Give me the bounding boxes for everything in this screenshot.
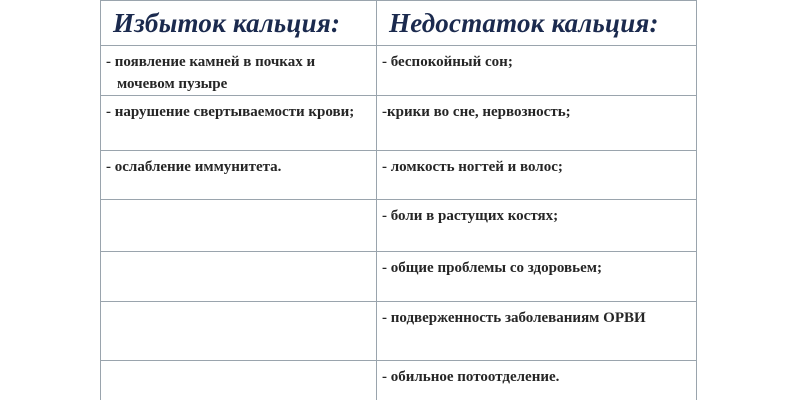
table-row — [101, 361, 697, 400]
calcium-table — [100, 0, 697, 400]
cell-text — [101, 252, 376, 257]
deficiency-cell — [377, 302, 697, 361]
excess-cell — [101, 46, 377, 96]
cell-text — [101, 361, 376, 366]
excess-cell — [101, 302, 377, 361]
cell-text: - обильное потоотделение. — [382, 369, 560, 385]
cell-text — [101, 302, 376, 307]
cell-text: - подверженность заболеваниям ОРВИ — [382, 310, 646, 326]
excess-cell — [101, 200, 377, 252]
deficiency-cell — [377, 96, 697, 151]
cell-text: -крики во сне, нервозность; — [382, 104, 571, 120]
excess-cell — [101, 361, 377, 400]
deficiency-cell — [377, 151, 697, 200]
deficiency-cell — [377, 252, 697, 302]
table-row — [101, 200, 697, 252]
table-row — [101, 46, 697, 96]
cell-text: - нарушение свертываемости крови; — [106, 104, 355, 120]
cell-text: - ломкость ногтей и волос; — [382, 159, 563, 175]
table-row — [101, 151, 697, 200]
excess-cell — [101, 252, 377, 302]
table-row — [101, 302, 697, 361]
table-row — [101, 96, 697, 151]
header-row — [101, 1, 697, 46]
cell-text: - ослабление иммунитета. — [106, 159, 282, 175]
deficiency-cell — [377, 200, 697, 252]
cell-text: - боли в растущих костях; — [382, 208, 559, 224]
header-excess-calcium: Избыток кальция: — [101, 1, 377, 46]
cell-text: - общие проблемы со здоровьем; — [382, 260, 602, 276]
cell-text — [101, 200, 376, 205]
deficiency-cell — [377, 361, 697, 400]
cell-text: - появление камней в почках и мочевом пузыре — [106, 54, 316, 92]
excess-cell — [101, 96, 377, 151]
excess-cell — [101, 151, 377, 200]
header-calcium-deficiency: Недостаток кальция: — [377, 1, 697, 46]
cell-text: - беспокойный сон; — [382, 54, 513, 70]
deficiency-cell — [377, 46, 697, 96]
table-row — [101, 252, 697, 302]
